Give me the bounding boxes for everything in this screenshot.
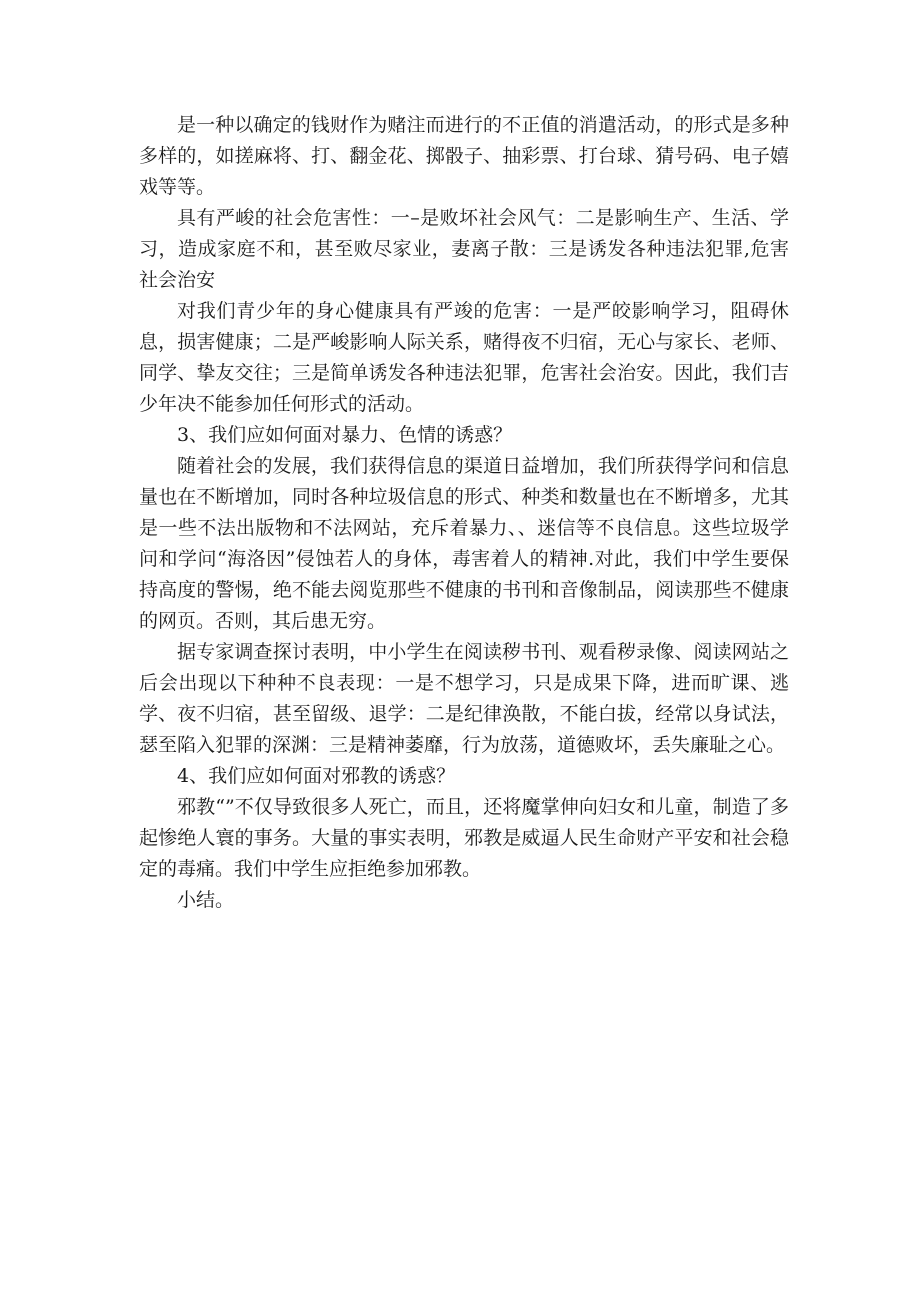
section-heading-violence: 3、我们应如何面对暴力、色情的诱惑？ xyxy=(177,424,513,446)
paragraph-gambling-definition: 是一种以确定的钱财作为赌注而进行的不正值的消遣活动，的形式是多种多样的，如搓麻将、打、翻金花、掷骰子、抽彩票、打台球、猜号码、电子嬉戏等等。 xyxy=(139,114,789,198)
paragraph-cult-harm: 邪教“”不仅导致很多人死亡，而且，还将魔掌伸向妇女和儿童，制造了多起惨绝人寰的事务。大量的事实表明，邪教是威逼人民生命财产平安和社会稳定的毒痛。我们中学生应拒绝参加邪教。 xyxy=(139,796,789,880)
paragraph-information-society: 随着社会的发展，我们获得信息的渠道日益增加，我们所获得学问和信息量也在不断增加，同时各种垃圾信息的形式、种类和数量也在不断增多，尤其是一些不法出版物和不法网站，充斥着暴力、、迷信等不良信息。这些垃圾学问和学问“海洛因”侵蚀若人的身体，毒害着人的精神.对此，我们中学生要保持高度的警惕，绝不能去阅览那些不健康的书刊和音像制品，阅读那些不健康的网页。否则，其后患无穷。 xyxy=(139,455,789,632)
paragraph-summary: 小结。 xyxy=(177,889,235,911)
paragraph-youth-harm: 对我们青少年的身心健康具有严竣的危害：一是严皎影响学习，阻碍休息，损害健康；二是严峻影响人际关系，赌得夜不归宿，无心与家长、老师、同学、挚友交往；三是简单诱发各种违法犯罪，危害社会治安。因此，我们吉少年决不能参加任何形式的活动。 xyxy=(139,300,789,415)
paragraph-social-harm: 具有严峻的社会危害性：一–是败坏社会风气：二是影响生产、生活、学习，造成家庭不和，甚至败尽家业，妻离子散：三是诱发各种违法犯罪,危害社会治安 xyxy=(139,207,789,291)
paragraph-expert-survey: 据专家调查探讨表明，中小学生在阅读秽书刊、观看秽录像、阅读网站之后会出现以下种种不良表现：一是不想学习，只是成果下降，进而旷课、逃学、夜不归宿，甚至留级、退学：二是纪律涣散，不能白拔，经常以身试法，瑟至陷入犯罪的深渊：三是精神萎靡，行为放荡，道德败坏，丢失廉耻之心。 xyxy=(139,641,789,756)
section-heading-cult: 4、我们应如何面对邪教的诱惑？ xyxy=(177,765,456,787)
document-body xyxy=(139,110,789,916)
